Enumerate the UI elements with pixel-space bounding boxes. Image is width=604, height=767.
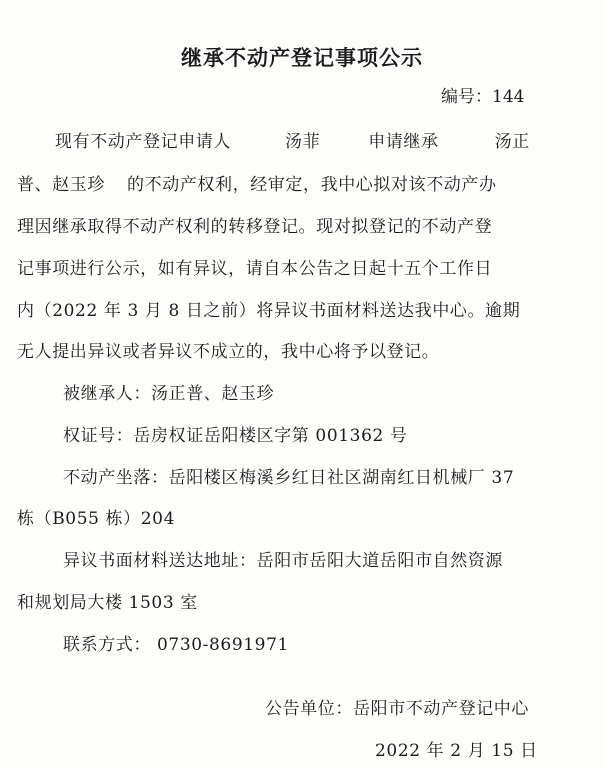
- location-line-2: 栋（B055 栋）204: [17, 509, 175, 529]
- paragraph-line-6: 无人提出异议或者异议不成立的，我中心将予以登记。: [17, 342, 440, 362]
- issuer-line: 公告单位：岳阳市不动产登记中心: [265, 699, 529, 719]
- paragraph-line-4: 记事项进行公示，如有异议，请自本公告之日起十五个工作日: [17, 259, 493, 279]
- objection-address-line-2: 和规划局大楼 1503 室: [17, 593, 198, 613]
- paragraph-line-5: 内（2022 年 3 月 8 日之前）将异议书面材料送达我中心。逾期: [17, 301, 521, 321]
- decedent-name-part2: 普、赵玉珍: [17, 175, 105, 195]
- paragraph-line-2: [17, 170, 497, 195]
- intro-text: 现有不动产登记申请人: [55, 132, 231, 152]
- paragraph-line-1: [55, 127, 530, 152]
- applicant-name: 汤菲: [285, 132, 321, 152]
- location-line-1: 不动产坐落：岳阳楼区梅溪乡红日社区湖南红日机械厂 37: [63, 468, 515, 488]
- apply-inherit-text: 申请继承: [368, 132, 439, 152]
- decedents-line: 被继承人：汤正普、赵玉珍: [63, 384, 275, 404]
- issue-date: 2022 年 2 月 15 日: [375, 741, 538, 761]
- notice-title: 继承不动产登记事项公示: [181, 46, 423, 70]
- paragraph-line-3: 理因继承取得不动产权利的转移登记。现对拟登记的不动产登: [17, 217, 493, 237]
- decedent-name-part1: 汤正: [494, 132, 530, 152]
- notice-number: 编号：144: [441, 87, 525, 107]
- objection-address-line-1: 异议书面材料送达地址：岳阳市岳阳大道岳阳市自然资源: [63, 551, 503, 571]
- paragraph-text: 的不动产权利，经审定，我中心拟对该不动产办: [127, 175, 497, 195]
- contact-line: 联系方式： 0730-8691971: [63, 635, 289, 655]
- certificate-line: 权证号：岳房权证岳阳楼区字第 001362 号: [63, 426, 408, 446]
